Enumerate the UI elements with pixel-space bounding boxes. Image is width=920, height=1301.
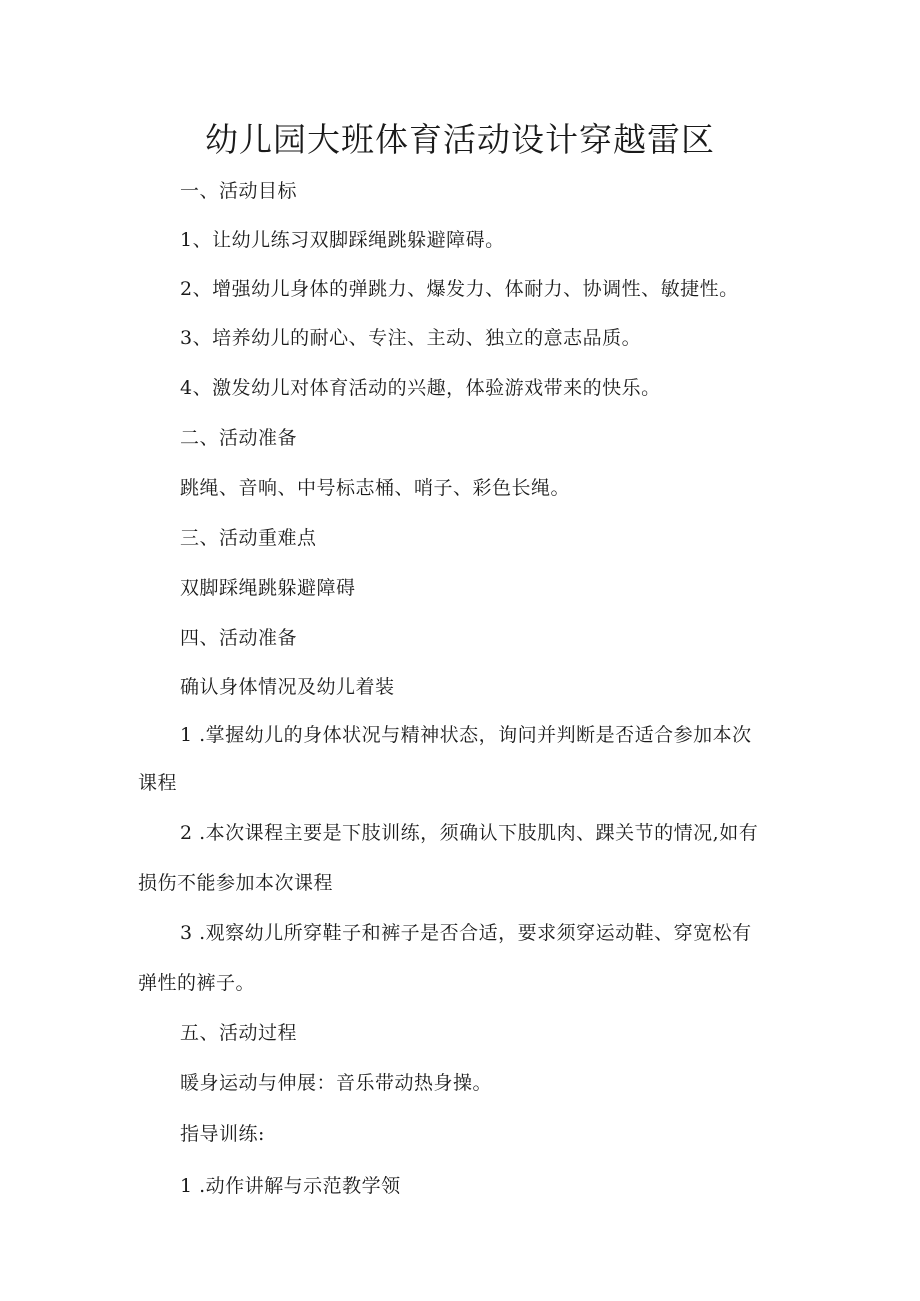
goal-item-4: 4、激发幼儿对体育活动的兴趣，体验游戏带来的快乐。 — [180, 377, 661, 399]
goal-item-2: 2、增强幼儿身体的弹跳力、爆发力、体耐力、协调性、敏捷性。 — [180, 278, 739, 300]
section-heading-process: 五、活动过程 — [180, 1022, 298, 1044]
check-body-condition: 确认身体情况及幼儿着装 — [180, 676, 395, 698]
section-heading-key-points: 三、活动重难点 — [180, 527, 317, 549]
guidance-heading: 指导训练: — [180, 1123, 265, 1145]
guidance-item-1: 1 .动作讲解与示范教学领 — [180, 1175, 401, 1197]
preparation-materials: 跳绳、音响、中号标志桶、哨子、彩色长绳。 — [180, 477, 571, 499]
check-item-3-cont: 弹性的裤子。 — [138, 972, 256, 994]
section-heading-goals: 一、活动目标 — [180, 180, 298, 202]
goal-item-1: 1、让幼儿练习双脚踩绳跳躲避障碍。 — [180, 229, 505, 251]
check-item-3: 3 .观察幼儿所穿鞋子和裤子是否合适，要求须穿运动鞋、穿宽松有 — [180, 922, 752, 944]
section-heading-preparation: 二、活动准备 — [180, 427, 298, 449]
check-item-1-cont: 课程 — [138, 772, 178, 794]
warmup-text: 暖身运动与伸展：音乐带动热身操。 — [180, 1072, 493, 1094]
check-item-2-cont: 损伤不能参加本次课程 — [138, 872, 334, 894]
document-title: 幼儿园大班体育活动设计穿越雷区 — [205, 120, 715, 159]
check-item-1: 1 .掌握幼儿的身体状况与精神状态，询问并判断是否适合参加本次 — [180, 724, 752, 746]
section-heading-preparation-2: 四、活动准备 — [180, 627, 298, 649]
check-item-2: 2 .本次课程主要是下肢训练，须确认下肢肌肉、踝关节的情况,如有 — [180, 822, 759, 844]
goal-item-3: 3、培养幼儿的耐心、专注、主动、独立的意志品质。 — [180, 327, 642, 349]
key-points-text: 双脚踩绳跳躲避障碍 — [180, 577, 356, 599]
